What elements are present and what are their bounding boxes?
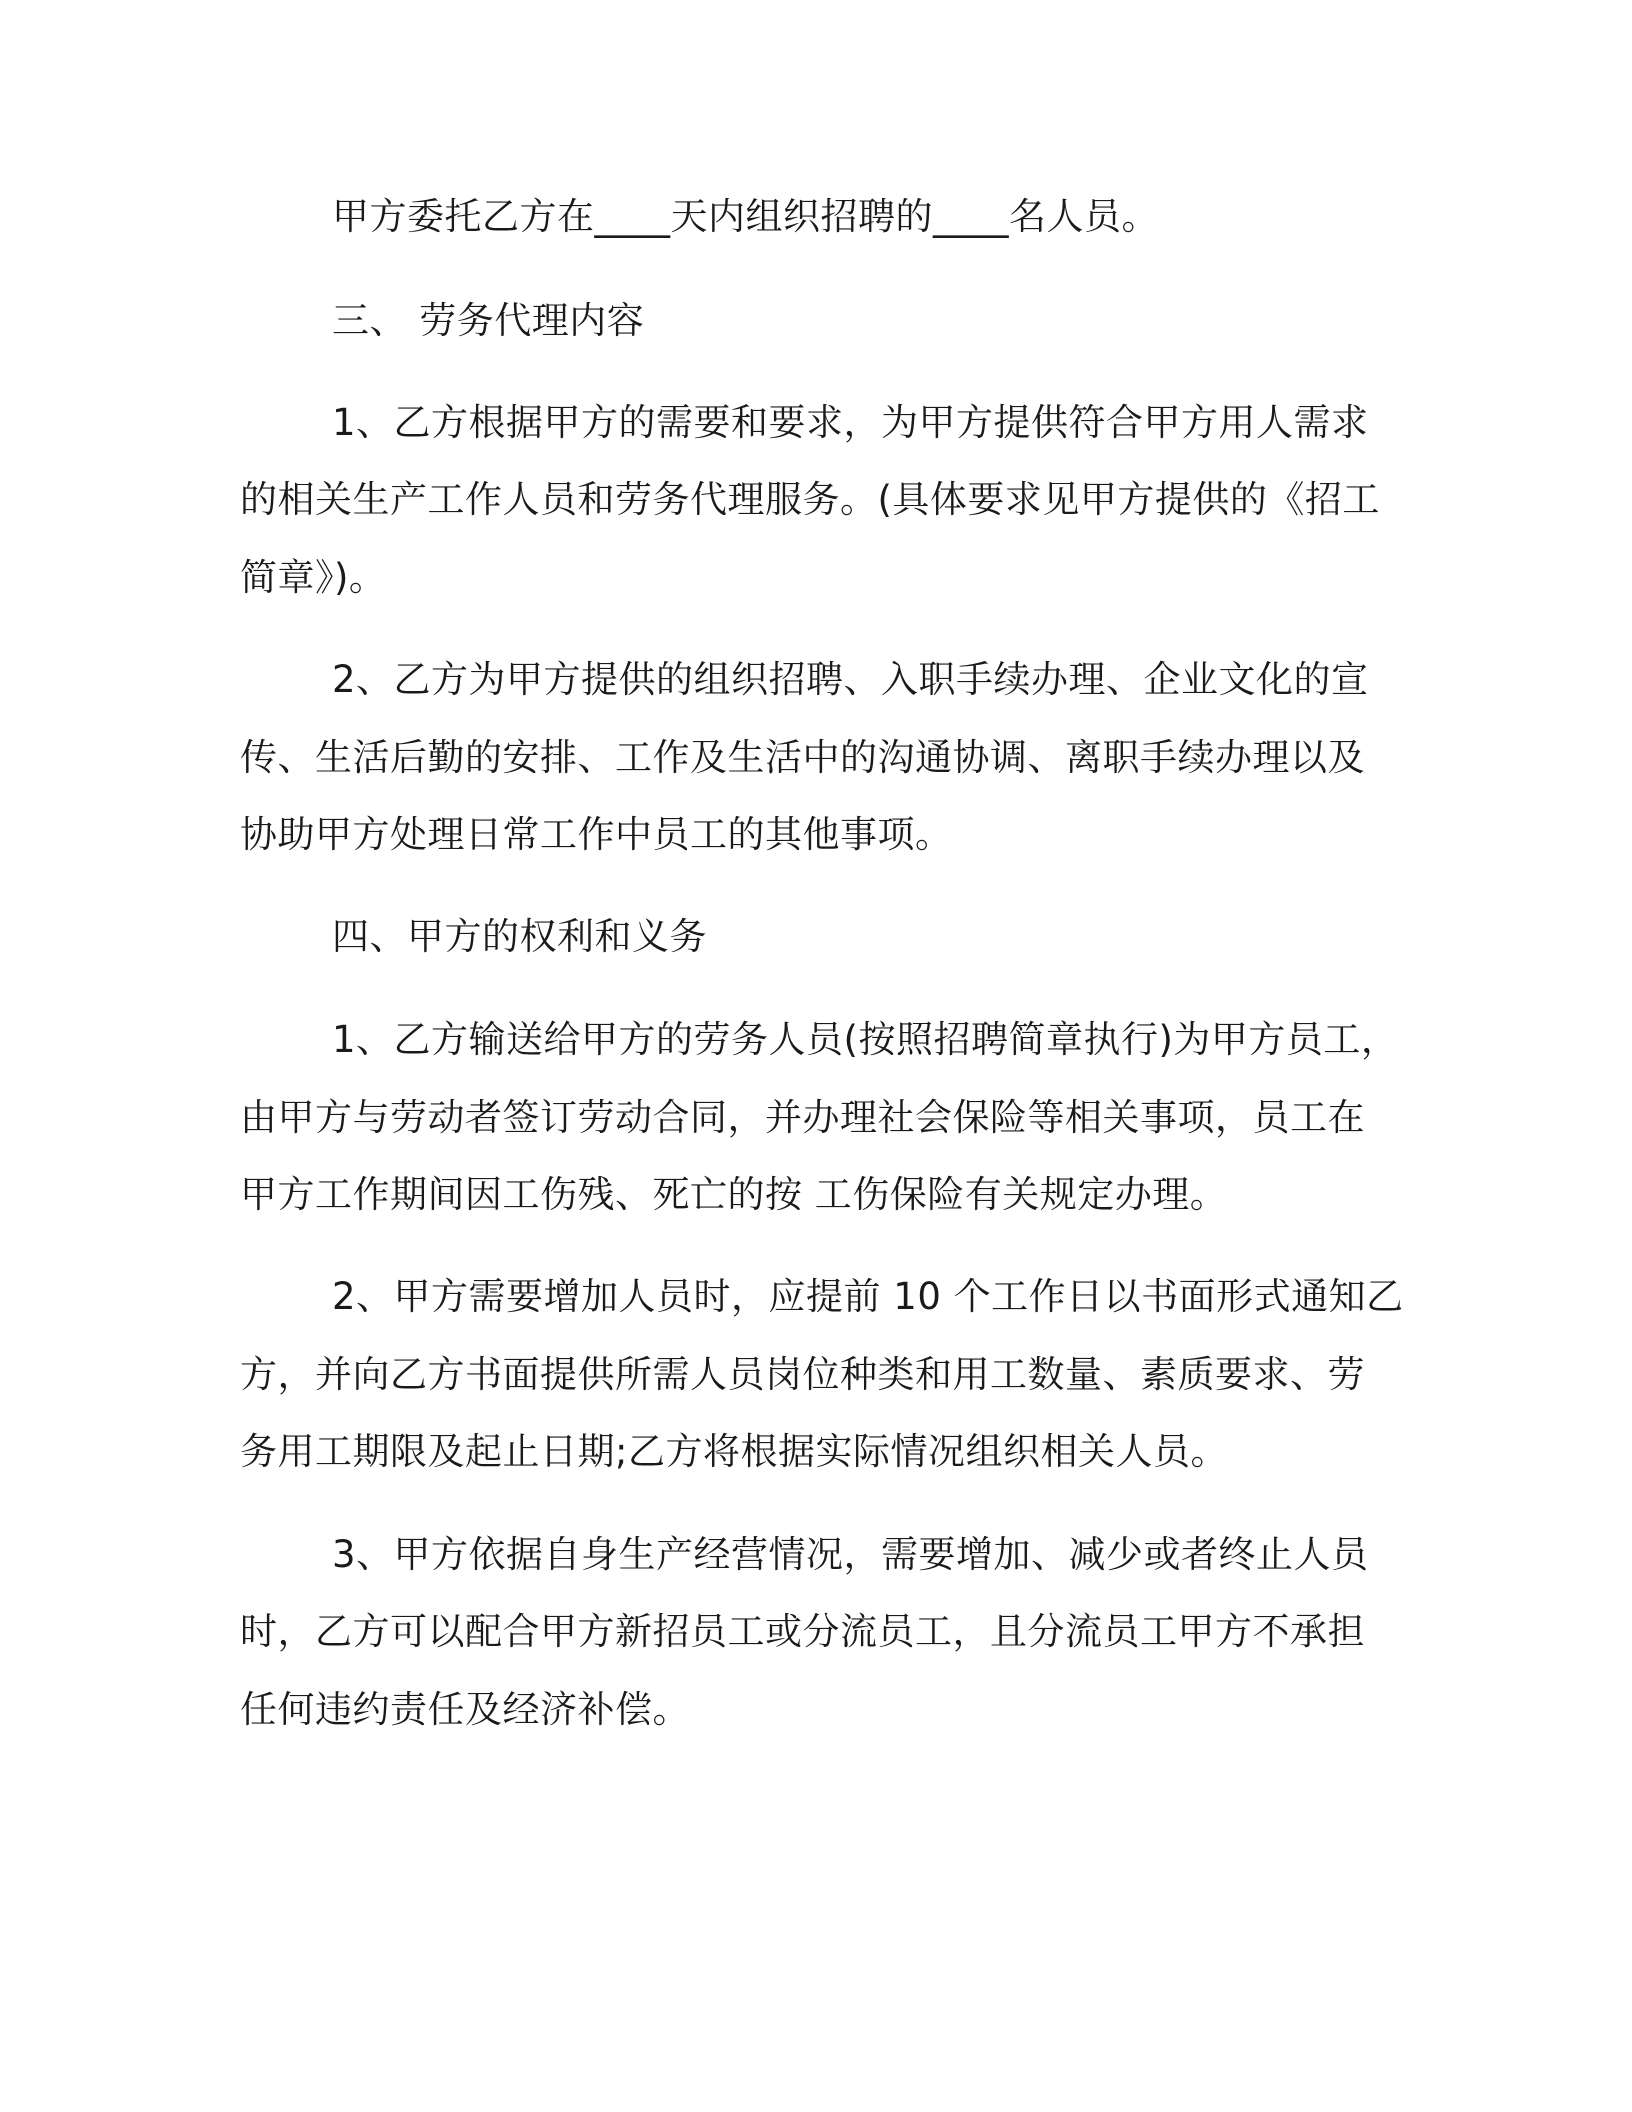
s3-item1-line1: 1、乙方根据甲方的需要和要求，为甲方提供符合甲方用人需求: [332, 401, 1369, 444]
s4-item1-line3: 甲方工作期间因工伤残、死亡的按 工伤保险有关规定办理。: [240, 1173, 1228, 1216]
s4-item2-line3: 务用工期限及起止日期;乙方将根据实际情况组织相关人员。: [240, 1430, 1228, 1473]
section-3-heading: 三、 劳务代理内容: [332, 299, 645, 342]
s3-item2-line1: 2、乙方为甲方提供的组织招聘、入职手续办理、企业文化的宣: [332, 658, 1369, 701]
s3-item2-line3: 协助甲方处理日常工作中员工的其他事项。: [240, 813, 953, 856]
s3-item1-line2: 的相关生产工作人员和劳务代理服务。(具体要求见甲方提供的《招工: [240, 478, 1380, 521]
recruitment-clause-line: 甲方委托乙方在____天内组织招聘的____名人员。: [332, 195, 1159, 238]
s4-item2-line1: 2、甲方需要增加人员时，应提前 10 个工作日以书面形式通知乙: [332, 1275, 1404, 1318]
s4-item1-line2: 由甲方与劳动者签订劳动合同，并办理社会保险等相关事项，员工在: [240, 1096, 1365, 1139]
s4-item3-line3: 任何违约责任及经济补偿。: [240, 1688, 690, 1731]
s4-item3-line1: 3、甲方依据自身生产经营情况，需要增加、减少或者终止人员: [332, 1533, 1369, 1576]
s3-item1-line3: 简章》)。: [240, 556, 387, 599]
s4-item1-line1: 1、乙方输送给甲方的劳务人员(按照招聘简章执行)为甲方员工，: [332, 1018, 1399, 1061]
s4-item3-line2: 时，乙方可以配合甲方新招员工或分流员工，且分流员工甲方不承担: [240, 1610, 1365, 1653]
section-4-heading: 四、甲方的权利和义务: [332, 915, 707, 958]
s4-item2-line2: 方，并向乙方书面提供所需人员岗位种类和用工数量、素质要求、劳: [240, 1353, 1365, 1396]
s3-item2-line2: 传、生活后勤的安排、工作及生活中的沟通协调、离职手续办理以及: [240, 736, 1365, 779]
